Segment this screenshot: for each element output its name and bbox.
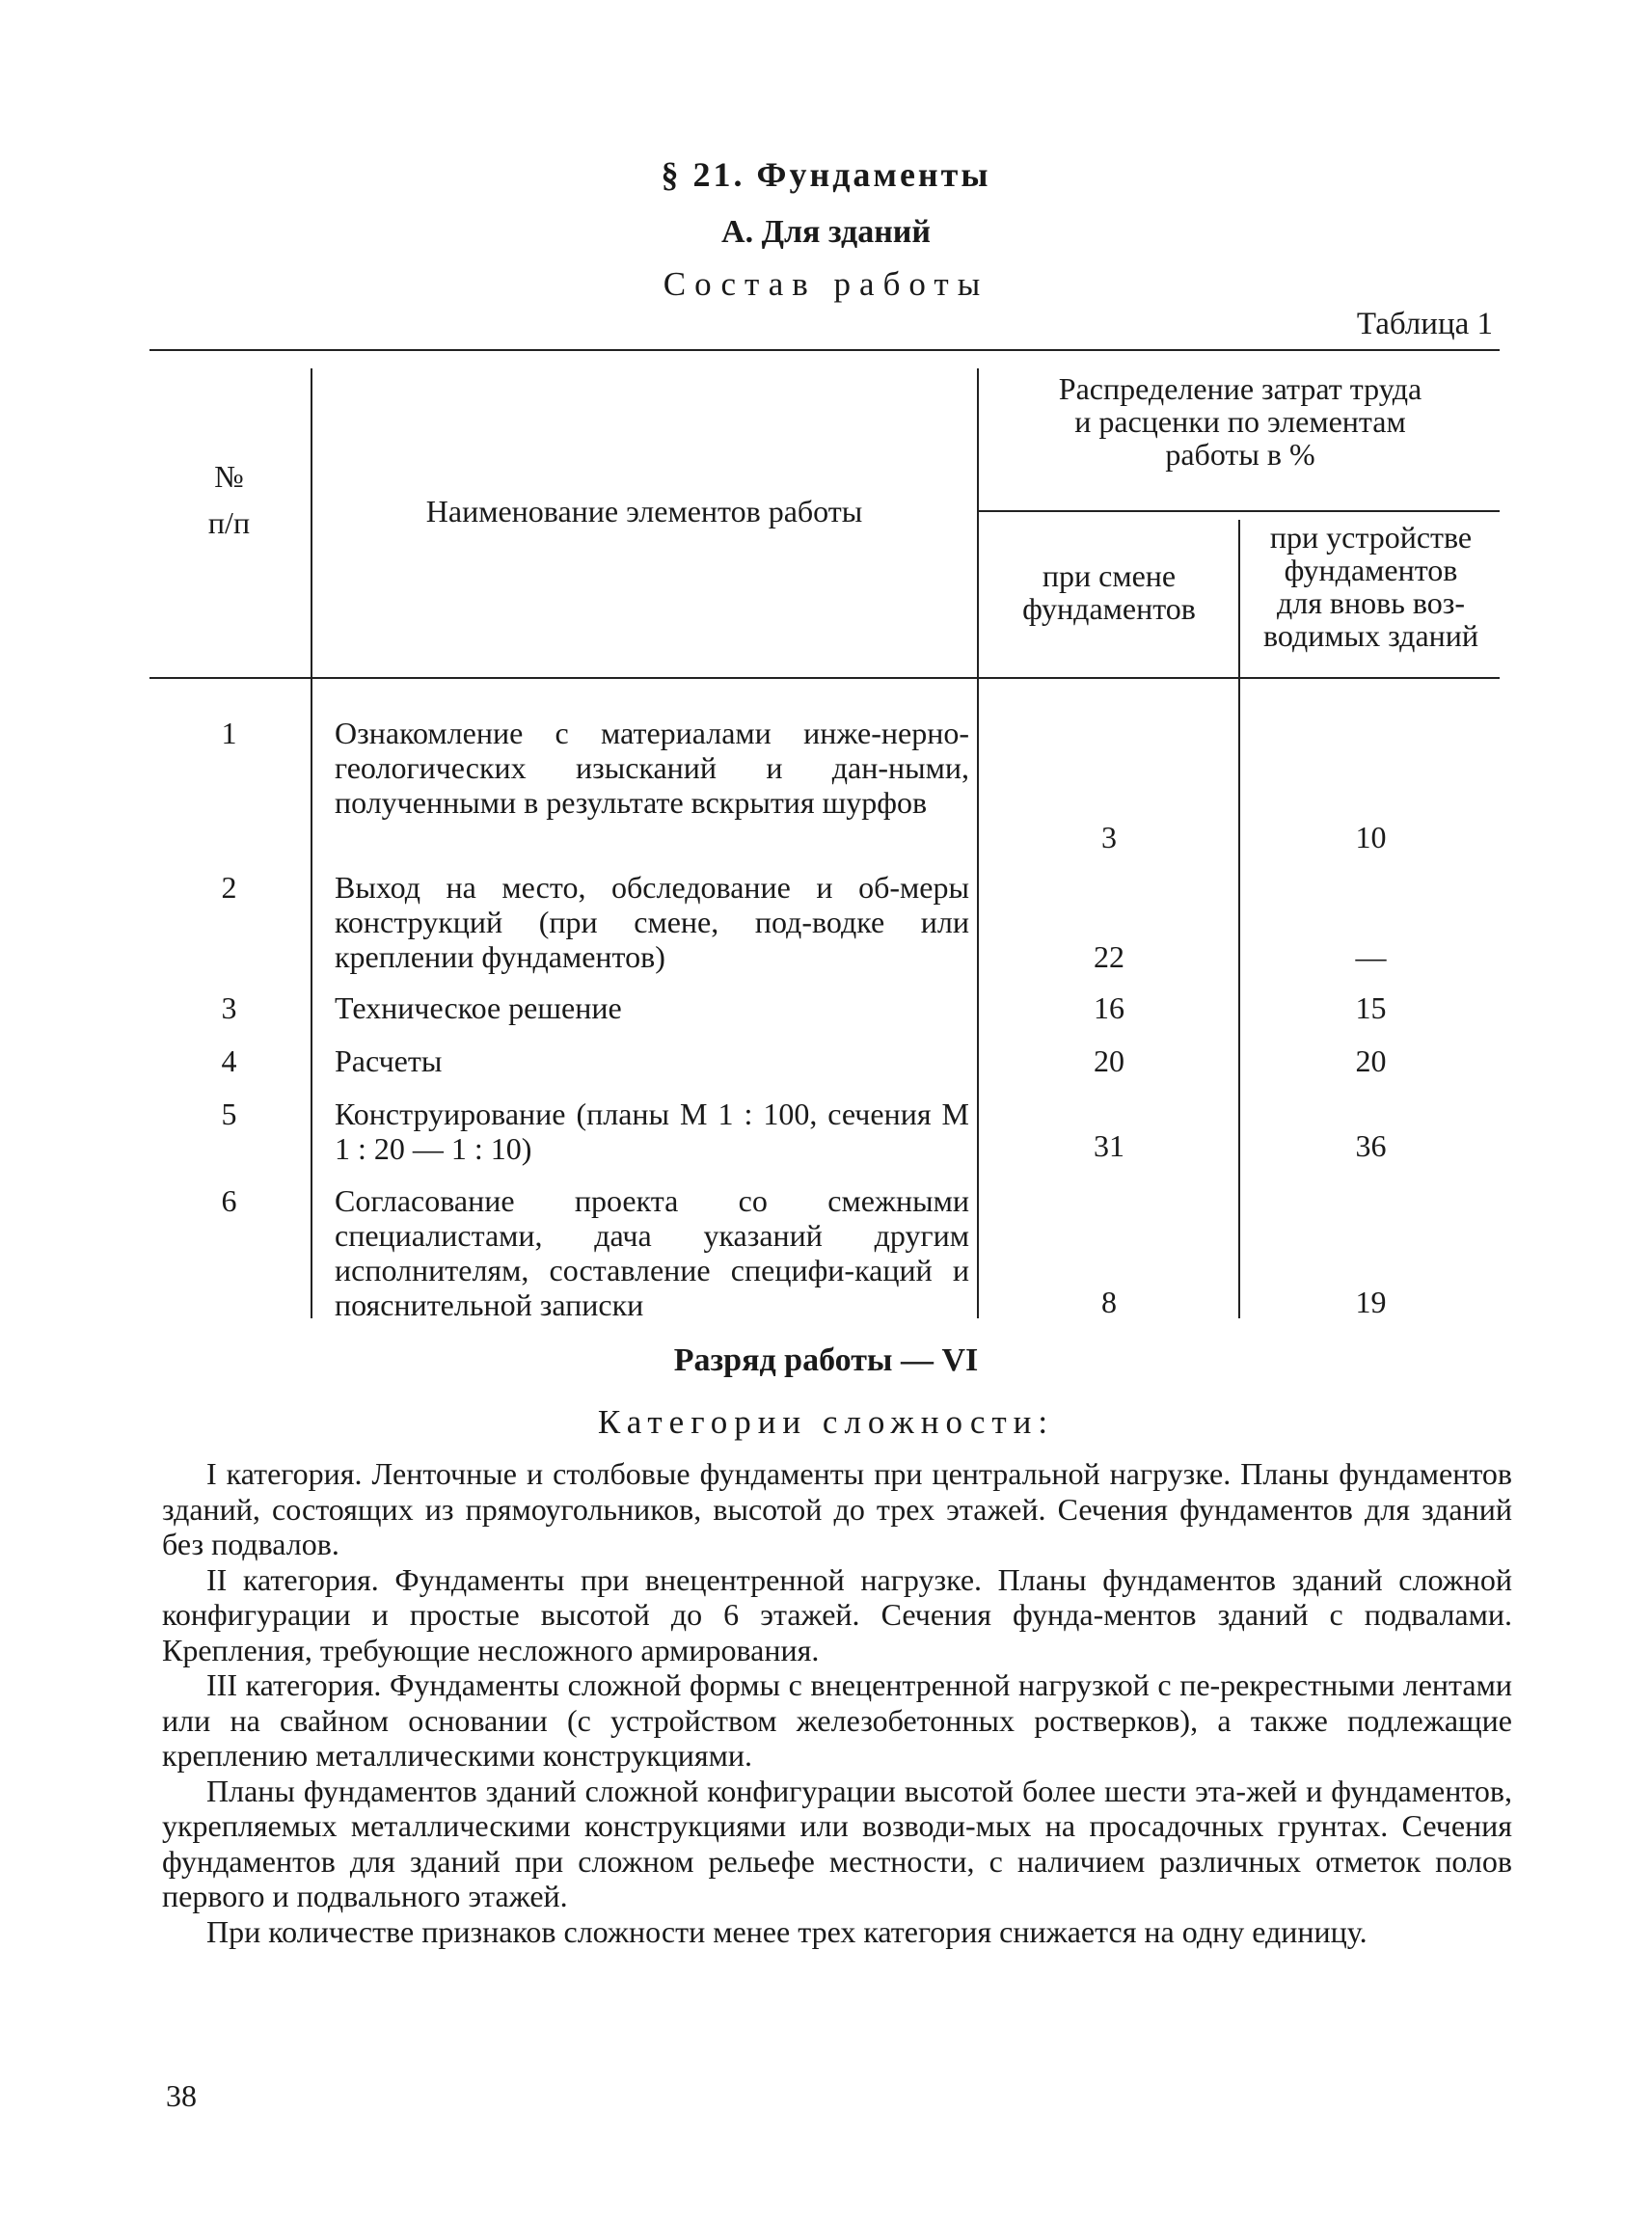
- row-4-replace: 20: [1094, 1043, 1124, 1078]
- paragraph-note: При количестве признаков сложности менее трех категория снижается на одну единицу.: [206, 1913, 1368, 1949]
- row-2-name: Выход на место, обследование и об-меры конструкций (при смене, под-водке или креплении фундаментов): [335, 870, 969, 974]
- row-1-new: 10: [1355, 820, 1387, 854]
- col-rule-1: [311, 368, 312, 1318]
- row-2-new: —: [1355, 939, 1387, 974]
- paragraph-category-1: I категория. Ленточные и столбовые фундаменты при центральной нагрузке. Планы фундаментов зданий, состоящих из прямоугольников, высотой до трех этажей. Сечения фундаментов для зданий без подвалов.: [162, 1456, 1512, 1561]
- work-grade: Разряд работы — VI: [673, 1342, 979, 1378]
- header-split-rule: [979, 510, 1500, 512]
- page-number: 38: [166, 2078, 197, 2113]
- row-6-num: 6: [221, 1183, 237, 1218]
- row-6-name: Согласование проекта со смежными специалистами, дача указаний другим исполнителям, составление специфи-каций и пояснительной записки: [335, 1183, 969, 1322]
- categories-text: [162, 1456, 1512, 1949]
- header-bottom-rule: [149, 677, 1500, 679]
- col-rule-2: [977, 368, 979, 1318]
- row-3-replace: 16: [1094, 990, 1124, 1025]
- composition-title: Состав работы: [663, 265, 989, 303]
- row-3-num: 3: [221, 990, 237, 1025]
- row-3-name: Техническое решение: [335, 990, 622, 1025]
- row-4-name: Расчеты: [335, 1043, 443, 1078]
- subtitle: А. Для зданий: [721, 214, 931, 250]
- col-dist-header: Распределение затрат труда и расценки по элементам работы в %: [1058, 371, 1422, 472]
- section-title: § 21. Фундаменты: [661, 155, 991, 194]
- col-rule-3: [1238, 520, 1240, 1318]
- row-6-new: 19: [1355, 1285, 1387, 1319]
- col-replace-header: при смене фундаментов: [1022, 558, 1196, 626]
- row-2-replace: 22: [1094, 939, 1124, 974]
- row-2-num: 2: [221, 870, 237, 905]
- row-1-name: Ознакомление с материалами инже-нерно-геологических изысканий и дан-ными, полученными в результате вскрытия шурфов: [335, 716, 969, 820]
- paragraph-category-3: III категория. Фундаменты сложной формы с внецентренной нагрузкой с пе-рекрестными лентами или на свайном основании (с устройством железобетонных ростверков), а также подлежащие креплению металлическими конструкциями.: [162, 1667, 1512, 1773]
- row-5-name: Конструирование (планы М 1 : 100, сечения М 1 : 20 — 1 : 10): [335, 1097, 969, 1166]
- row-3-new: 15: [1355, 990, 1387, 1025]
- row-4-new: 20: [1355, 1043, 1387, 1078]
- row-6-replace: 8: [1101, 1285, 1117, 1319]
- row-4-num: 4: [221, 1043, 237, 1078]
- categories-title: Категории сложности:: [597, 1403, 1055, 1441]
- work-composition-table: [149, 349, 1500, 1323]
- row-1-replace: 3: [1101, 820, 1117, 854]
- col-name-header: Наименование элементов работы: [425, 494, 863, 528]
- paragraph-category-2: II категория. Фундаменты при внецентренной нагрузке. Планы фундаментов зданий сложной конфигурации и простые высотой до 6 этажей. Сечения фунда-ментов зданий с подвалами. Крепления, требующие несложного армирования.: [162, 1561, 1512, 1667]
- row-5-replace: 31: [1094, 1128, 1124, 1163]
- row-5-new: 36: [1355, 1128, 1387, 1163]
- row-1-num: 1: [221, 716, 237, 750]
- col-new-header: при устройстве фундаментов для вновь воз- водимых зданий: [1262, 520, 1479, 653]
- col-num-header: № п/п: [207, 459, 251, 540]
- row-5-num: 5: [221, 1097, 237, 1131]
- table-top-rule: [149, 349, 1500, 351]
- table-label: Таблица 1: [1356, 307, 1493, 341]
- paragraph-category-3-cont: Планы фундаментов зданий сложной конфигурации высотой более шести эта-жей и фундаментов, укрепляемых металлическими конструкциями или возводи-мых на просадочных грунтах. Сечения фундаментов для зданий при сложном рельефе местности, с наличием различных отметок полов первого и подвального этажей.: [162, 1773, 1512, 1913]
